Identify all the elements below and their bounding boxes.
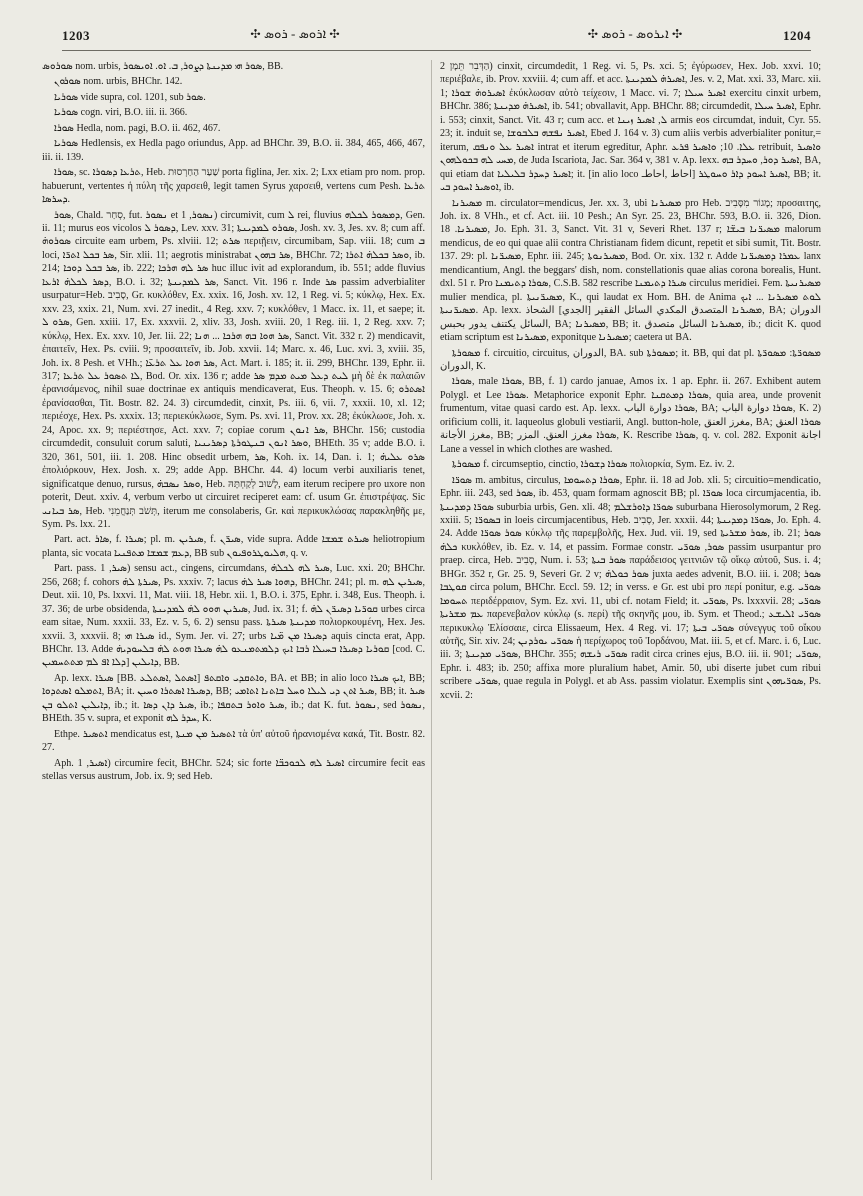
entry: ܣܘܪܘܢ nom. urbis, BHChr. 142.	[54, 76, 183, 88]
entry: ܣܘܪ̈ܐ m. ambitus, circulus, ܣܘܪܐ ܕܬܚܘܡܐ, Ephr. ii. 18 ad Job. xli. 5; circuitio=mendicatio, Ephr. iii. 243, sed ܣܘܪ, ib. 453, quam formam agnoscit BB; pl. ܣܘܪ̈ܐ loca circumjacentia, ib. ܣܘܪ̈ܐ ܕܡܕܝܢܬܐ suburbia urbis, Gen. xli. 48; ܣܘܪ̈ܐ ܕܐܘܪܫܠܡ suburbana Hierosolymorum, 2 Reg. xxiii. 5; ܒܣܘܪ̈ܐ in loeis circumjacentibus, Heb. סְבִיב, Jer. xxxii. 44; ܣܘܪ̈ܐ ܕܡܕܝܢܬܐ, Jo. Eph. 4. 24. Adde ܣܘܪ ܣܘܪ̈ܐ κύκλῳ τῆς παρεμβολῆς, Hex. Jud. vii. 19, sed ܣܘܪ ܡܫܪܝܬܐ, ib. 21; ܣܘܪ ܟܠܗ̇ κυκλόθεν, ib. Ez. v. 14, et passim. Formae constr. ܣܘܪ, ܣܘܪ̈ܝ passim usurpantur pro praep. circa, Heb. סְבִיב, Num. i. 53; ܣܘܪ ܒܝܬܐ παράδεισος γειτνιῶν τῷ οἴκῳ αὐτοῦ, Sus. i. 4; BHGr. 352 r, Gr. 25. 9, Severi Gr. 2 v; ܣܘܪ ܟܘܠܗ̇ juxta aedes advenit, B.O. iii. i. 208; ܣܘܪ ܩܘܛܒܐ circa polum, BHChr. Eccl. 59. 12; in verss. e Gr. est ubi pro περί ponitur, e.g. ܣܘܪ̈ܝ ܬܚܘܡܐ περιδέρραιον, Sym. Ez. xvi. 11, ubi cf. notam Field; it. ܣܘܪ̈ܝ, Ps. lxxxvii. 28; ܣܘܪ̈ܝ ܥܡ ܡܫܪܝܬܐ παρενεβαλον κύκλῳ (s. περί) τῆς σκηνῆς μου, ib. Sym. et Theod.; ܣܘܪ̈ܝ ܐܠܝܫܥ περικυκλῳ Ἐλίσσαιε, circa Elissaeum, Hex. 4 Reg. vi. 17; ܣܘܪ̈ܝ ܒܝܬܐ σύνεγγυς τοῦ οἴκου αὐτῆς, Sir. xiv. 24; ܣܘܪ̈ܝ ܝܘܪܕܢܢ ἡ περίχωρος τοῦ Ἰορδάνου, Mat. iii. 5, et cf. Marc. i. 6, Luc. iii. 3; ܣܘܪ̈ܝ ܡܕܝܢܬܐ, BHChr. 355; ܣܘܪ̈ܝ ܪܝܫܗ radit circa crines ejus, B.O. iii. ii. 901; ܣܘܪ̈ܝ, Ephr. i. 483; ib. 250; affixa more pluralium habet, Amir. 50, ubi diserte jubet cum ribui scribere ܣܘܪ̈ܝ, quae regula in Polygl. et ab Ass. passim violatur. Exemplis sint ܣܘܪ̈ܝܗܘܢ, Ps. xcvii. 2:	[440, 474, 821, 701]
entry: ܣܘܪܐ Hedla, nom. pagi, B.O. ii. 462, 467.	[54, 122, 221, 134]
entry: ܣܘܪܐ, sc. ܬܪܥܐ ܕܣܘܪܐ, Heb. שַׁעַר הַחַרְסוּת porta figlina, Jer. xix. 2; Lxx etiam pro nom. prop. habuerunt, vertentes ἡ πύλη τῆς χαρσειθ, legit tamen Syrus χαρσειθ, vertens cum Pesh. ܬܪܥܐ ܕܚܪܣܐ.	[42, 167, 425, 206]
entry: Part. act. ܣܐܪ, f. ܣܝܪܐ; pl. m. ܣܝܪܝܢ, f. ܣܝܪ̈ܢ, vide supra. Adde ܣܝܪܬ ܫܡܫܐ heliotropium planta, sic vocata ܕܥܡ ܫܡܫܐ ܡܬܦܢܝܐ, BB sub ܗܠܝܘܛܪܘܦܝܘܢ, q. v.	[42, 534, 425, 559]
left-running-head: ✣ ܣܘܪ - ܣܘܪܐ ✣	[250, 26, 340, 41]
entry: Ethpe. ܐܬܣܝܪ mendicatus est, ܐܬܣܝܪ ܡܢ ܡܢܬܐ τὰ ὑπ' αὐτοῦ ἠρανισμένα κακά, Tit. Bostr. 82. 27.	[42, 728, 425, 754]
entry: Part. pass. ܣܝܪ, 1) sensu act., cingens, circumdans, ܣܝܪ ܠܗ ܠܟܠܗ̇, Luc. xxi. 20; BHChr. 256, 268; f. cohors ܣܝܪܬܐ ܠܗ̇, Ps. xxxiv. 7; lacus ܕܗܘܐ ܣܝܪ ܠܗ̇, BHChr. 241; pl. m. ܣܝܪܝܢ ܠܗ, Deut. xii. 10, Ps. lxxvi. 11, Mat. viii. 18, Hebr. xii. 1, B.O. i. 375, Ephr. i. 348, Eus. Theoph. i. 37. 36; de urbe obsidenda, ܣܝܪܝܢ ܗܘܘ ܠܗ̇ ܠܡܕܝܢܬܐ, Jud. ix. 31; f. ܩܘܪ̈ܝܐ ܕܣܝܪ̈ܢ ܠܗ̇ urbes circa eam sitae, Num. xxxii. 33, Ez. v. 5, 6. 2) sensu pass. ܡܕܝܢܬܐ ܣܝܪܬܐ πολιορκουμένη, Hex. Jes. xxvii. 3, xxxvii. 8; ܣܝܪܐ ܗܝ id., Sym. Jer. vi. 27; urbs ܕܣܝܪܐ ܡܢ ܡ̈ܝܐ aquis cincta erat, App. BHChr. 13. Adde ܩܘܪܝܐ ܕܣܝܪܐ ܒܚܝܠܐ ܪܒܐ ܐܝܟ ܕܠܡܬܡܢܥܘ ܠܗ̇ ܣܝܪܐ ܗܘܬ ܠܗ̇ ܒܠܚܘܕܝܗ̇ [cod. C. ܕܠܐ ܐܦ ܠܡ ܡܬܬܚܡܝܢ] ܕܐܝܠܝܢ, BB.	[42, 563, 425, 669]
right-column	[440, 60, 821, 1180]
left-page-number: 1203	[62, 28, 90, 43]
column-divider	[431, 60, 432, 1180]
entry: ܣܘܪ, Chald. סְחַר, fut. ܢܣܘܪ et ܢܣܘܪ, 1) circumivit, cum ܠ rei, fluvius ܕܡܣܘܪ ܠܟܠܗ, Gen. ii. 11; murus eos vicolos ܕܣܘܪ ܠ, Lev. xxv. 31; ܣܘܪܘ ܠܡܕܝܢܬܐ, Josh. xv. 3, Jes. xv. 8; cum aff. ܣܘܪܘܗ̇ circuite eam urbem, Ps. xlviii. 12; ܣܪܬ περιῇειν, circumibam, Sap. viii. 18; cum ܒ loci, ܣܪ ܒܟܠ ܐܬܪ̈ܐ, Sir. xlii. 11; aegrotis ministrabat ܣܪ ܒܗܘܢ, BHChr. 72; ܘܣܪ ܒܟܠܗ̇ ܐܬܪܐ, ib. 214; ܣܪ ܒܟܠ ܕܘܟܐ, ib. 222; ܣܪ ܠܗ ܗܪܟܐ huc illuc ivit ad explorandum, ib. 551; adde fluvius ܕܣܪ ܠܟܠܗ̇ ܐܪܥܐ, B.O. i. 32; ܣܪ ܠܡܕܝܢܬܐ, Sanct. Vit. 196 r. Inde ܣܪ passim adverbialiter usurpatur=Heb. סָבִיב, Gr. κυκλόθεν, Ex. xxix. 16, Josh. xv. 12, 1 Reg. vi. 5; κύκλῳ, Hex. Ex. xxv. 23, xxix. 21, Num. xvi. 27 inedit., 4 Reg. xxv. 7; κυκλόθεν, 1 Macc. ix. 11, et saepe; it. ܣܪܘ ܠ, Gen. xxiii. 17, Ex. xxxvii. 2, xliv. 33, Josh. xviii. 20, 1 Reg. iii. 1, 2 Reg. xxv. 7; κύκλῳ, Hex. Ex. xxv. 10, Jer. lii. 22; ܣܪ ܗܘܐ ܒܗ ܗܪܟܐ ... ܗܢܐ, Sanct. Vit. 332 r. 2) mendicavit, ἐπαιτεῖν, Hex. Ps. cviii. 9; προσαιτεῖν, ib. Job. xxvii. 14; Marc. x. 46, Luc. xvi. 3, xviii. 35, Joh. ix. 8 Pesh. et VHh.; ܣܪ ܗܘܐ ܥܠ ܬܪܥ̈ܐ, Act. Mart. i. 185; it. ii. 299, BHChr. 139, Ephr. ii. 317; ܠܐ ܬܣܘܪ ܥܠ ܬܪܥܐ, Bod. Or. xix. 136 r; adde ܠܝܬ ܕܥܠ ܡܝܬ ܡܕܡ ܣܪ μὴ δὲ ἐκ παλαιῶν ἐρανισάμενος, nihil suae doctrinae ex antiquis mendicaverat, Eus. Theoph. v. 15. 6; ܐܣܬܪܘ ἐρανίσασθαι, Tit. Bostr. 82. 24. 3) circumdedit, cinxit, Ps. iii. 6, vii. 7, xxxii. 10, xl. 12; περιέσχε, Hex. Ps. xxxix. 13; περιεκύκλωσε, Sym. Ps. xvi. 11, Prov. xx. 28; ἐκύκλωσε, Joh. x. 24, Apoc. xx. 9; περιέστησε, Act. xxv. 7; copiae corum ܣܪ ܐܢܘܢ, BHChr. 156; custodia circumdedit, consuluit corum saluti, ܘܣܪ ܐܢܘܢ ܒܢܛܘܪܬܐ ܕܣܪܝܢܝܐ, BHEth. 35 v; adde B.O. i. 320, 361, 501, iii. 1. 208. Hinc obsedit urbem, ܣܪ, Koh. ix. 14, Dan. i. 1; ܣܪܘ ܥܠܝܗ̇ ἐπολιόρκουν, Hex. Josh. x. 29; adde App. BHChr. 44. 4) locum verbi auxiliaris tenet, significatque denuo, rursus, ܘܣܪ ܢܣܒܗ̇, Heb. לָשׁוּב לְקַחְתָּהּ, eam iterum recipere pro uxore non poterit, Deut. xxiv. 4, verbum verbo ut circuiret reciperet eam: cf. usum Gr. ἐπιστρέψας. Sic ܣܪ ܒܝܐܢܝ, Heb. תְּשֹׁב תְּנַחֲמֵנִי, iterum me consolaberis, Gr. καὶ περικυκλώσας παρακληθῆς με, Sym. Ps. lxx. 21.	[42, 209, 425, 530]
entry: ܣܘܪܘܣ nom. urbis, ܣܘܪ ܗܝ ܡܕܝܢܬܐ ܕܨܘܪ, ܒ. ܐܘ. ܐܘܝܣܘܪ, BB.	[42, 61, 284, 72]
header-rule	[62, 50, 811, 51]
entry: ܡܣܘܪܬܐ f. circuitio, circuitus, الدوران, BA. sub ܡܣܘܪܬܐ; it. BB, qui dat pl. ܡܣܘܪ̈ܬܐ: ܡܣܘܪ̈ܬܐ الدوران, K.	[440, 347, 821, 372]
entry: ܣܘܪܐ, male ܣܘܪܐ, BB, f. 1) cardo januae, Amos ix. 1 ap. Ephr. ii. 267. Exhibent autem Polygl. et Lee ܣܘܪܐ. Metaphorice exponit Ephr. ܣܘܪܐ ܕܡܬܩܢܐ, quia area, unde provenit frumentum, vitae quasi cardo est. Ap. lexx. ܣܘܪܐ دوارة الباب, BA; ܣܘܪܐ دوارة الباب, K. 2) orificium colli, it. laqueolus globuli vestiarii, Angl. button-hole, مغرز العنق, BA; ܣܘܪܐ العنق مغرز الأجانة, BB; ܣܘܪܐ مغرز العنق. المزر, K. Rescribe ܣܘܪܐ, q. v. col. 282. Exponit اجانة Lane a vessel in which clothes are washed.	[440, 376, 821, 455]
entry: ܡܣܘܪܬܐ f. circumseptio, cinctio, ܣܘܪܐ ܕܫܘܪܐ πολιορκία, Sym. Ez. iv. 2.	[452, 459, 735, 471]
entry: Ap. lexx. ܣܝܪܐ [BB. ܐܣܬܠ ,ܐܣܬܠܥ] ܘܐܬܩܕܝ ܘܐܩܬܦ, BA. et BB; in alio loco ܐܝܟ ܣܝܪܐ, BB; ܐܬܡܠܘ ܐܣܬܕܘܐ, BA; it. ܕܣܝܪܐ ܐܣܬܪܐ ܘܚܝܢ, BB; ܣܝܪ ܐܬܢ ܕܝ ܠܝܠܐ ܘܚܠ ܒܐܬܢܐ ܐܬܐܡܝ, BB; it. ܣܝܪ ܕܐܝܠܝܢ ܐܬܠܘ ܒܢ, ib.; it. ܣܝܪ ܕܐܢ ܕܣܐ, ib.; ܣܝܪ ܘܐܘܪ ܒܬܩܦܐ, ib.; dat K. fut. ܢܣܘܪ, sed ܢܣܘܪ, BHEth. 35 v. supra, et exponit ܚܕܪ ܠܗ, K.	[42, 672, 425, 725]
entry: ܡܣܝܪܢܐ m. circulator=mendicus, Jer. xx. 3, ubi ܡܣܝܪܢܐ pro Heb. מָגוֹר מִסָּבִיב; προσαιτης, Joh. ix. 8 VHh., et cf. Act. iii. 10 Pesh.; An Syr. 25. 23, BHChr. 593, B.O. ii. 326, Dion. ܡܣܝܪܢܐ. 18, Jo. Eph. 31. 3, Sanct. Vit. 31 v, Severi Rhet. 137 r; ܡܣܝܪ̈ܢܐ ܒܝܫ̈ܐ malorum mendicus, de eo qui quae alii contra Christianam fidem dicunt, repetit et sibi sumit, Tit. Bostr. 137. 29: pl. ܡܣܝܪ̈ܢܐ, Ephr. iii. 245; ܡܣܝܪܢܘܬܐ, Bod. Or. xix. 132 r. Adde ܥܡܪܐ ܕܡܣܝܪ̈ܢܐ lanx mendicantium, Angl. the beggars' dish, nom. constellationis quae alias corona borealis, Hunt. dxl. 51 r. Pro ܣܘܪܐ ܕܬܝܡܢܐ, C.S.B. 582 rescribe ܣܝܪܐ ܕܬܝܡܢܐ circulus meridiei. Fem. ܡܣܝܪܢܝܬܐ mulier mendica, pl. ܡܣܝܪ̈ܢܝܬܐ, K., qui laudat ex Hom. BH. de Anima ܠܘܬ ܡܣܝܪܢܐ ... ܐܝܟ ܡܣܝܪ̈ܢܝܬܐ. Ap. lexx. ܡܣܝܪܢܐ المتصدق المكدي السائل الفقير [الجدي] الشحاذ, BA; الدوران السائل يكتنف يدور بحبس, BA; ܡܣܝܪܢܐ, BB; it. ܡܣܝܪܢܐ السائل متصدق, ib.; dicit K. quod etiam scriptum est ܡܣܝܪܢܐ, exponitque ܡܣܝܪܢܐ; caetera ut BA.	[440, 197, 821, 344]
entry: Aph. ܐܣܝܪ, 1) circumire fecit, BHChr. 524; sic forte ܐܣܝܪ ܠܗ ܠܟܘܟܒ̈ܐ circumire fecit eas stellas versus austrum, Job. ix. 9; sed Heb.	[42, 757, 425, 783]
entry: הַדְּבִר תֵּמָן 2) cinxit, circumdedit, 1 Reg. vi. 5, Ps. xci. 5; ἐγύρωσεν, Hex. Job. xxvi. 10; περιέβαλε, ib. Prov. xxviii. 4; cum aff. et acc. ܐܣܝܪܗ̇ ܠܡܕܝܢܬܐ, Jes. v. 2, Mat. xxi. 33, Marc. xii. 1; ܐܣܝܪܘܗ̇ ܫܘܪܐ ἐκύκλωσαν αὐτὸ τείχεσιν, 1 Macc. vi. 7; ܐܣܝܪ ܚܝܠܐ exercitu cinxit urbem, BHChr. 386; ܐܣܝܪܗ̇ ܡܕܝܢܬܐ, ib. 541; obvallavit, App. BHChr. 88; circumdedit, ܐܣܝܪ ܚܝܠܐ, Ephr. i. 553; cinxit, Sanct. Vit. 43 r; cum acc. et ܠ, ܐܣܝܪ ܙܝܢܐ armis eos circumdat, induit, Cyr. 55. 23; it. induit se, ܐܣܝܪ ܢܦܫܗ ܒܠܒܘܫܐ, Ebed J. 164 v. 3) cum aliis verbis adverbialiter ponitur,= iterum, ܐܣܝܪ ܥܠ ܘܢܦܩ intrat et iterum egreditur, Aphr. ܥܠܐ. 10; ܘܐܣܝܪ ܦܪܥ retribuit, ܘܐܣܝܪ ܡܚܝ ܠܗ ܒܟܘܠܗܘܢ, de Juda Iscariota, Jac. Sar. 364 v, 381 v. Ap. lexx. ܐܣܝܪ ܕܘܪ, ܘܚܕܪ ܒܗ, BA, qui etiam dat ܐܣܝܪ ܕܚܕܪ ܒܠܝܠܝܐ; it. [in alio loco احاط ,احاطـ] ܐܣܝܪ ܐܚܘܕ ܕܐܪ ܘܚܘܛܪ, BB; it. ܐܘܣܝܪ ܐܚܘܕ ܒܝ, ib.	[440, 61, 821, 194]
entry: ܣܘܪܝܐ vide supra, col. 1201, sub ܣܘܪ.	[54, 91, 206, 103]
page-header	[0, 0, 863, 56]
entry: ܣܘܪܝܐ cogn. viri, B.O. iii. ii. 366.	[54, 107, 188, 119]
left-column	[42, 60, 425, 1180]
entry: ܣܘܪܝܐ Hedlensis, ex Hedla pago oriundus, App. ad BHChr. 39, B.O. ii. 384, 465, 466, 467, iii. ii. 139.	[42, 138, 425, 163]
right-page-number: 1204	[783, 28, 811, 43]
right-running-head: ✣ ܣܘܪ - ܣܘܪܝܐ ✣	[587, 26, 683, 41]
